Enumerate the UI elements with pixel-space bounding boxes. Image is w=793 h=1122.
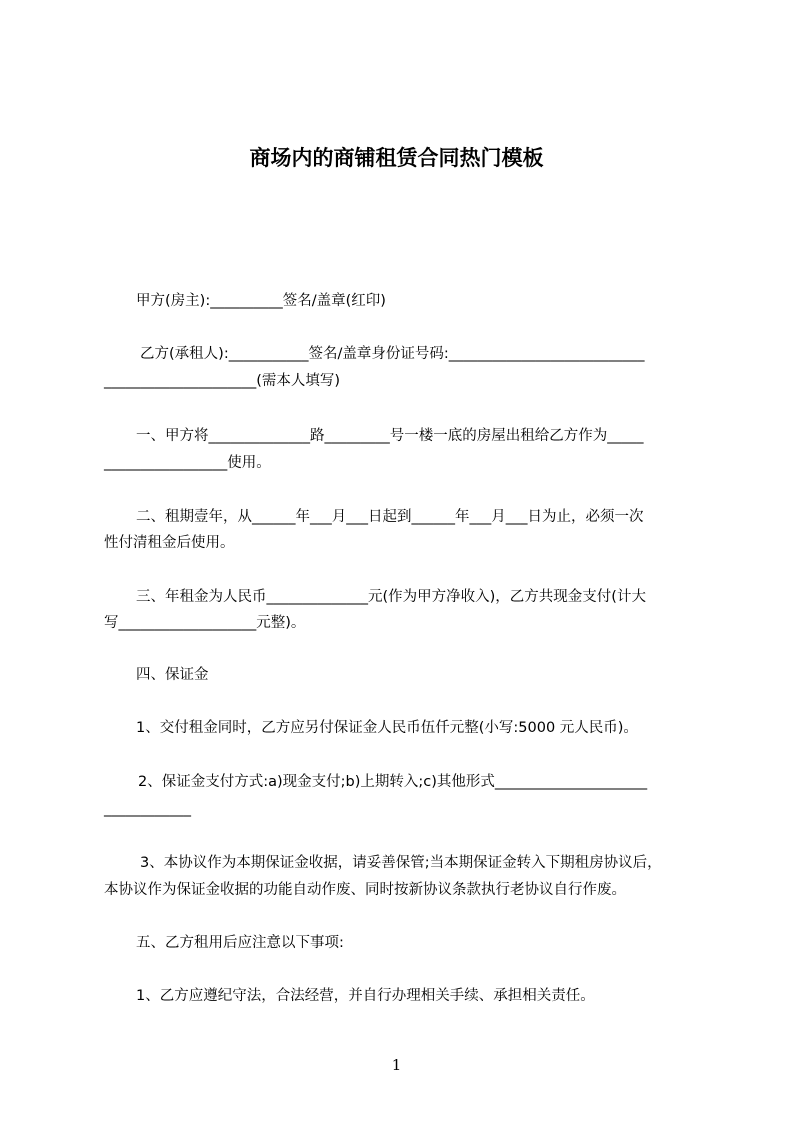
clause-1-line-cont: _________________使用。 [104,455,271,471]
clause-5-heading: 五、乙方租用后应注意以下事项: [136,935,344,951]
clause-3-line: 三、年租金为人民币______________元(作为甲方净收入)，乙方共现金支付(计大 [136,589,646,605]
clause-4-heading: 四、保证金 [136,667,209,683]
deposit-item-2: 2、保证金支付方式:a)现金支付;b)上期转入;c)其他形式_____________________ [138,774,648,790]
party-b-line: 乙方(承租人):___________签名/盖章身份证号码:___________________________ [140,346,645,362]
notice-item-1: 1、乙方应遵纪守法，合法经营，并自行办理相关手续、承担相关责任。 [136,988,595,1004]
clause-3-line-cont: 写___________________元整)。 [104,615,306,631]
clause-1-line: 一、甲方将______________路_________号一楼一底的房屋出租给乙方作为_____ [136,428,644,444]
clause-2-line-cont: 性付清租金后使用。 [104,535,235,551]
deposit-item-3: 3、本协议作为本期保证金收据，请妥善保管;当本期保证金转入下期租房协议后， [140,855,662,871]
party-a-line: 甲方(房主):__________签名/盖章(红印) [136,293,386,309]
deposit-item-1: 1、交付租金同时，乙方应另付保证金人民币伍仟元整(小写:5000 元人民币)。 [136,720,638,736]
deposit-item-3-cont: 本协议作为保证金收据的功能自动作废、同时按新协议条款执行老协议自行作废。 [104,882,626,898]
party-b-line-cont: _____________________(需本人填写) [104,373,341,389]
clause-2-line: 二、租期壹年，从______年___月___日起到______年___月___日为止，必须一次 [136,509,644,525]
page-number: 1 [391,1056,402,1074]
deposit-item-2-cont: ____________ [104,801,191,817]
document-title: 商场内的商铺租赁合同热门模板 [249,146,544,170]
